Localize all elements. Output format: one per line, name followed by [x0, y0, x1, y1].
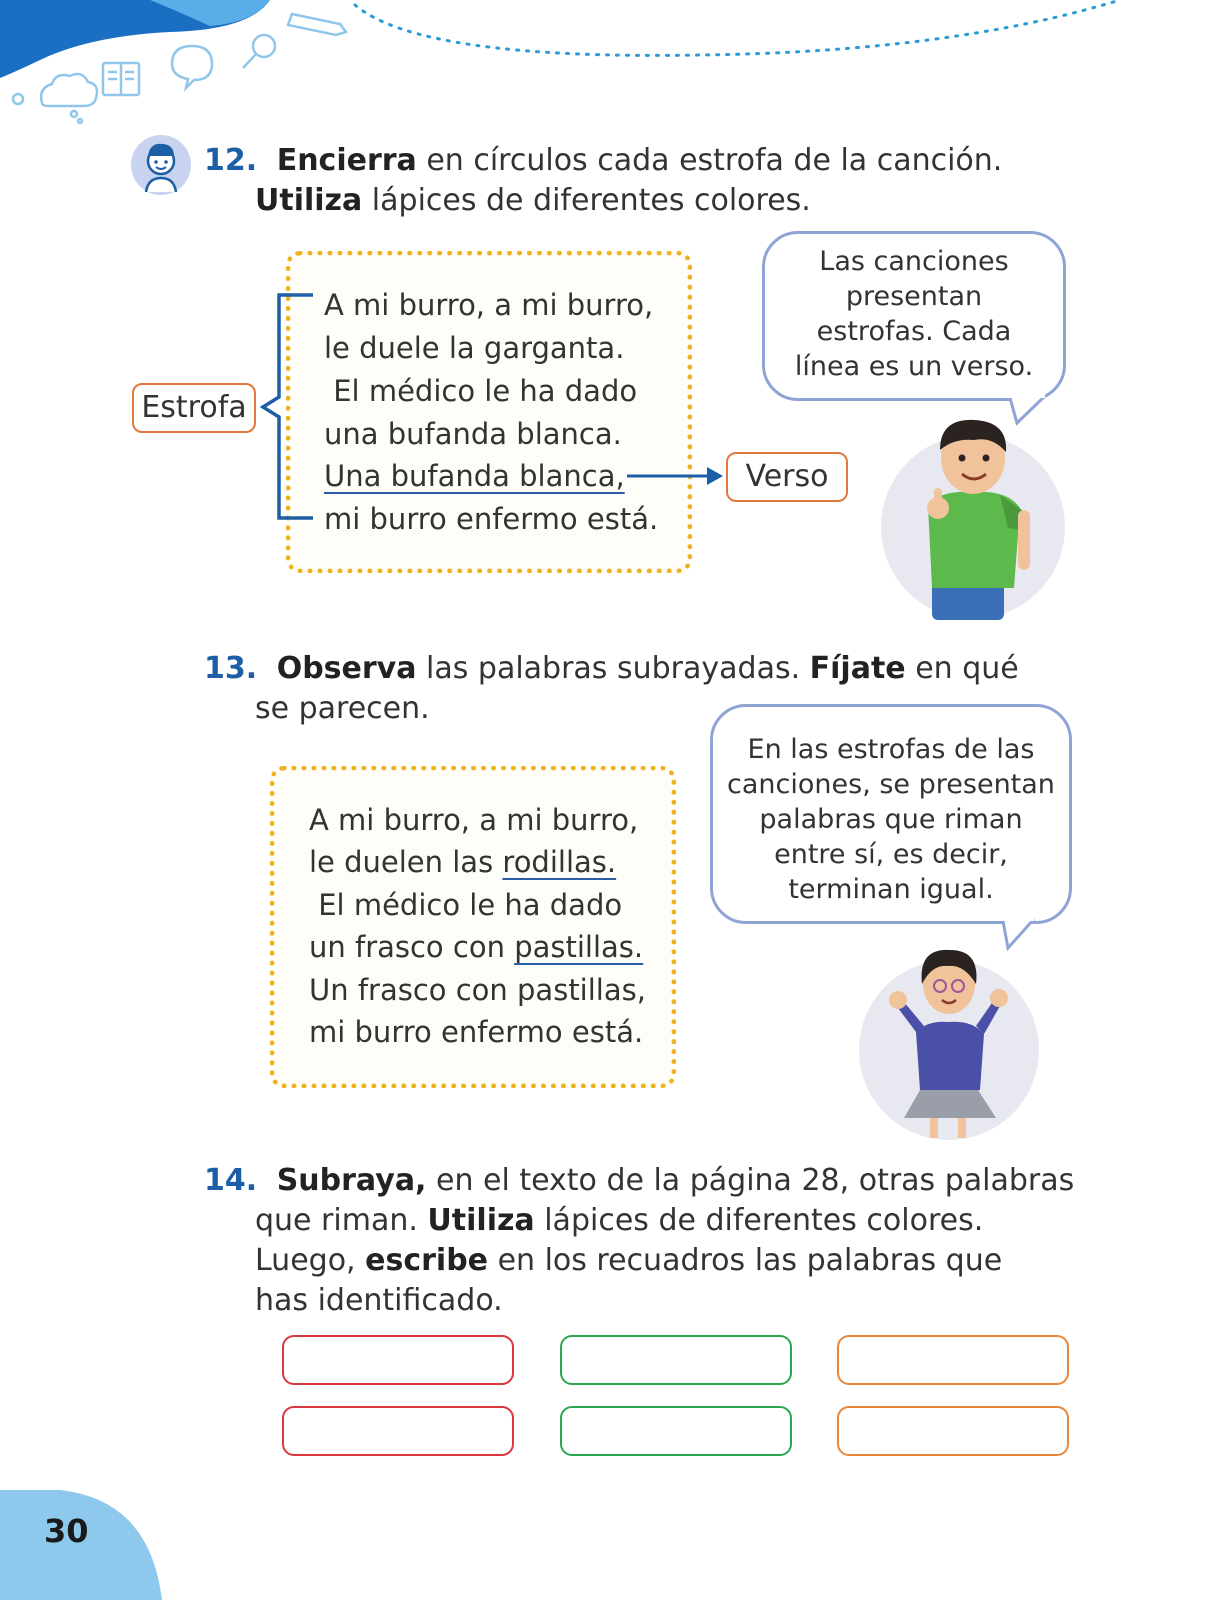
poem-text: le duelen las: [309, 845, 503, 879]
poem-line-verse-example: Una bufanda blanca,: [324, 459, 625, 493]
instruction-verb: Encierra: [276, 143, 417, 178]
bubble-line: palabras que riman: [759, 804, 1023, 835]
bubble-line: entre sí, es decir,: [774, 839, 1008, 870]
instruction-text: en círculos cada estrofa de la canción.: [416, 143, 1003, 178]
instruction-text: Luego,: [255, 1243, 366, 1278]
bubble-line: En las estrofas de las: [747, 734, 1035, 765]
boy-illustration: [880, 410, 1070, 625]
question-number: 13.: [204, 651, 258, 686]
bubble-line: estrofas. Cada: [816, 316, 1012, 347]
question-14-line-2: [204, 1201, 1194, 1241]
question-number: 14.: [204, 1163, 258, 1198]
student-avatar-icon: [130, 134, 192, 196]
page-number: 30: [44, 1512, 89, 1550]
poem-line: El médico le ha dado: [324, 374, 638, 408]
poem-line: [309, 845, 616, 879]
question-13-line-2: se parecen.: [255, 691, 430, 726]
question-14-line-4: has identificado.: [255, 1283, 503, 1318]
poem-line: El médico le ha dado: [309, 888, 623, 922]
instruction-text: lápices de diferentes colores.: [362, 183, 811, 218]
question-14-line-1: [204, 1161, 1194, 1201]
poem-line: A mi burro, a mi burro,: [324, 288, 654, 322]
answer-box-red-2[interactable]: [282, 1406, 514, 1456]
speech-bubble-2: [710, 704, 1072, 924]
estrofa-label: Estrofa: [132, 383, 256, 433]
header-decoration: [0, 0, 1215, 130]
question-14: [204, 1161, 1194, 1321]
poem-line: Un frasco con pastillas,: [309, 973, 646, 1007]
instruction-verb: Observa: [276, 651, 417, 686]
instruction-verb: Subraya,: [276, 1163, 427, 1198]
question-12-line-1: [204, 141, 1184, 181]
poem-box-2: [270, 766, 676, 1088]
question-12: [204, 141, 1184, 221]
instruction-verb: Fíjate: [809, 651, 906, 686]
girl-illustration: [858, 940, 1043, 1140]
book-icon: [103, 63, 139, 95]
estrofa-bracket-and-arrow: [255, 285, 735, 525]
speech-bubble-1: [762, 231, 1066, 401]
instruction-text: lápices de diferentes colores.: [534, 1203, 984, 1238]
answer-box-green-1[interactable]: [560, 1335, 792, 1385]
poem-text: un frasco con: [309, 930, 515, 964]
bubble-line: canciones, se presentan: [727, 769, 1055, 800]
poem-line: una bufanda blanca.: [324, 417, 622, 451]
answer-box-green-2[interactable]: [560, 1406, 792, 1456]
instruction-verb: escribe: [365, 1243, 489, 1278]
question-number: 12.: [204, 143, 258, 178]
magnifier-icon: [243, 35, 275, 68]
instruction-text: que riman.: [255, 1203, 428, 1238]
instruction-text: las palabras subrayadas.: [416, 651, 810, 686]
bubble-line: terminan igual.: [788, 874, 994, 905]
instruction-text: en qué: [905, 651, 1019, 686]
instruction-verb: Utiliza: [427, 1203, 535, 1238]
question-14-line-3: [204, 1241, 1194, 1281]
poem-line: mi burro enfermo está.: [324, 502, 659, 536]
bubble-line: línea es un verso.: [794, 351, 1034, 382]
answer-box-red-1[interactable]: [282, 1335, 514, 1385]
poem-line: A mi burro, a mi burro,: [309, 803, 639, 837]
instruction-text: en el texto de la página 28, otras palabras: [426, 1163, 1075, 1198]
instruction-text: en los recuadros las palabras que: [488, 1243, 1003, 1278]
bubble-line: Las canciones: [819, 246, 1009, 277]
bubble-line: presentan: [845, 281, 983, 312]
instruction-verb: Utiliza: [255, 183, 363, 218]
poem-line: le duele la garganta.: [324, 331, 625, 365]
speech-bubble-icon: [172, 46, 212, 88]
rhyme-word-underlined: pastillas.: [514, 930, 644, 964]
poem-line: [309, 930, 643, 964]
verso-label: Verso: [726, 452, 848, 502]
question-13-line-1: [204, 649, 1184, 689]
answer-box-orange-2[interactable]: [837, 1406, 1069, 1456]
answer-box-orange-1[interactable]: [837, 1335, 1069, 1385]
cloud-icon: [41, 74, 97, 123]
rhyme-word-underlined: rodillas.: [502, 845, 617, 879]
poem-line: mi burro enfermo está.: [309, 1015, 644, 1049]
pencil-icon: [288, 14, 346, 35]
question-12-line-2: [204, 181, 1184, 221]
